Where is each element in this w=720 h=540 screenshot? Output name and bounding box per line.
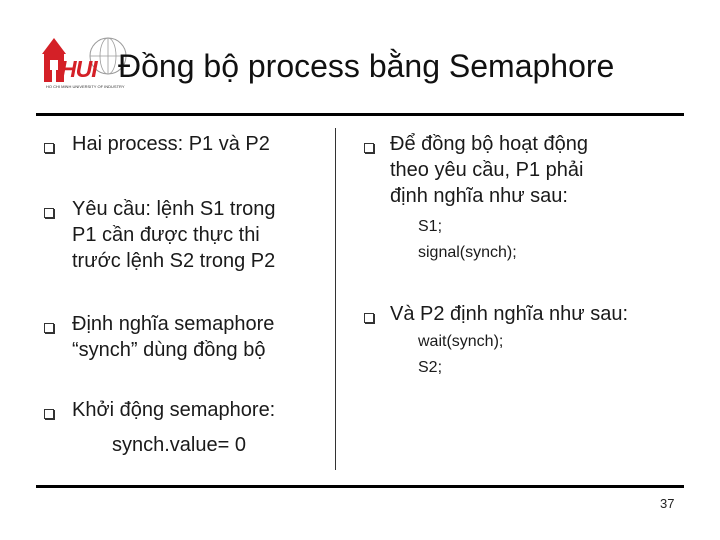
slide-title: Đồng bộ process bằng Semaphore [118, 48, 615, 84]
bullet-icon [364, 313, 374, 323]
page-number: 37 [660, 496, 675, 511]
text-line: “synch” dùng đồng bộ [72, 339, 266, 361]
left-item-2 [72, 196, 275, 274]
code-line: signal(synch); [418, 244, 517, 261]
text-line: định nghĩa như sau: [390, 185, 568, 207]
synch-init-value: synch.value= 0 [112, 434, 246, 456]
code-line: wait(synch); [418, 333, 504, 350]
left-item-1 [72, 131, 270, 157]
p2-code [418, 331, 503, 379]
text-line: theo yêu cầu, P1 phải [390, 159, 584, 181]
code-line: S1; [418, 218, 443, 235]
logo-subtitle: HO CHI MINH UNIVERSITY OF INDUSTRY [46, 84, 125, 89]
bottom-rule [36, 485, 684, 488]
text-line: Khởi động semaphore: [72, 399, 276, 421]
text-line: Và P2 định nghĩa như sau: [390, 303, 629, 325]
text-line: trước lệnh S2 trong P2 [72, 250, 276, 272]
column-divider [335, 128, 336, 470]
right-item-1 [390, 131, 588, 209]
bullet-icon [44, 208, 54, 218]
text-line: Hai process: P1 và P2 [72, 133, 270, 155]
right-item-2 [390, 301, 628, 327]
text-line: P1 cần được thực thi [72, 224, 260, 246]
text-line: Định nghĩa semaphore [72, 313, 275, 335]
left-item-4 [72, 397, 275, 458]
p1-code [418, 216, 517, 264]
bullet-icon [364, 143, 374, 153]
left-item-3 [72, 311, 274, 363]
text-line: Yêu cầu: lệnh S1 trong [72, 198, 276, 220]
text-line: Để đồng bộ hoạt động [390, 133, 588, 155]
code-line: S2; [418, 359, 443, 376]
bullet-icon [44, 143, 54, 153]
logo-wordmark: HUI [60, 56, 97, 82]
bullet-icon [44, 409, 54, 419]
top-rule [36, 113, 684, 116]
bullet-icon [44, 323, 54, 333]
